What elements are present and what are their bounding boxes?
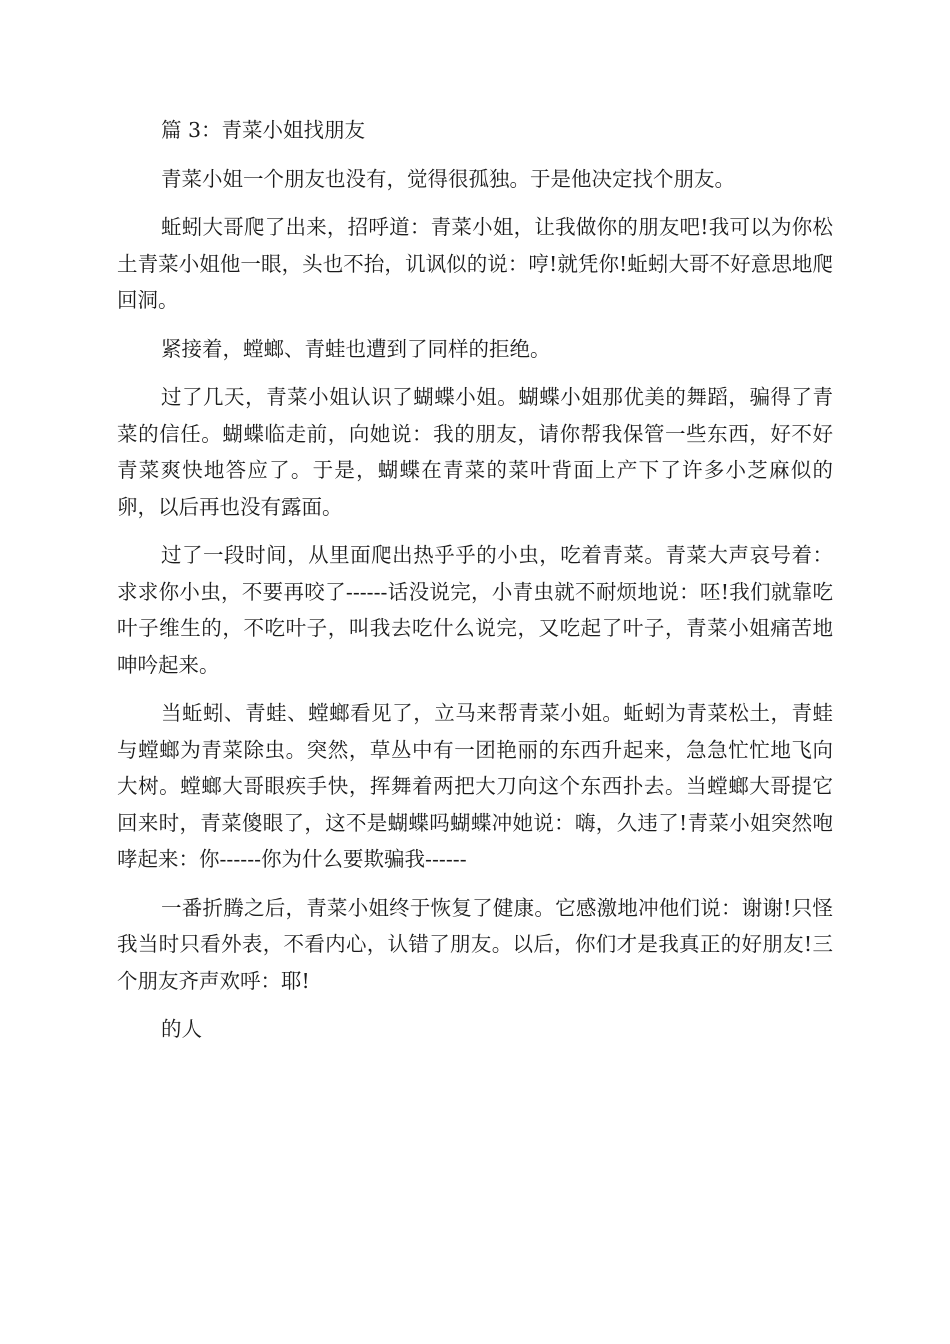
paragraph-8: 的人 — [161, 1017, 202, 1041]
paragraph-3: 紧接着，螳螂、青蛙也遭到了同样的拒绝。 — [161, 336, 551, 361]
paragraph-7: 一番折腾之后，青菜小姐终于恢复了健康。它感激地冲他们说：谢谢!只怪我当时只看外表，不看内心，认错了朋友。以后，你们才是我真正的好朋友!三个朋友齐声欢呼：耶! — [117, 895, 833, 993]
paragraph-6: 当蚯蚓、青蛙、螳螂看见了，立马来帮青菜小姐。蚯蚓为青菜松土，青蛙与螳螂为青菜除虫。突然，草丛中有一团艳丽的东西升起来，急急忙忙地飞向大树。螳螂大哥眼疾手快，挥舞着两把大刀向这个东西扑去。当螳螂大哥提它回来时，青菜傻眼了，这不是蝴蝶吗蝴蝶冲她说：嗨，久违了!青菜小姐突然咆哮起来：你------你为什么要欺骗我------ — [117, 701, 833, 871]
paragraph-1: 青菜小姐一个朋友也没有，觉得很孤独。于是他决定找个朋友。 — [161, 166, 735, 191]
document-title: 篇 3：青菜小姐找朋友 — [161, 118, 366, 142]
document-body — [117, 112, 833, 1060]
paragraph-2: 蚯蚓大哥爬了出来，招呼道：青菜小姐，让我做你的朋友吧!我可以为你松土青菜小姐他一眼，头也不抬，讥讽似的说：哼!就凭你!蚯蚓大哥不好意思地爬回洞。 — [117, 215, 833, 312]
paragraph-5: 过了一段时间，从里面爬出热乎乎的小虫，吃着青菜。青菜大声哀号着：求求你小虫，不要再咬了------话没说完，小青虫就不耐烦地说：呸!我们就靠吃叶子维生的，不吃叶子，叫我去吃什么说完，又吃起了叶子，青菜小姐痛苦地呻吟起来。 — [117, 543, 833, 677]
paragraph-4: 过了几天，青菜小姐认识了蝴蝶小姐。蝴蝶小姐那优美的舞蹈，骗得了青菜的信任。蝴蝶临走前，向她说：我的朋友，请你帮我保管一些东西，好不好青菜爽快地答应了。于是，蝴蝶在青菜的菜叶背面上产下了许多小芝麻似的卵，以后再也没有露面。 — [117, 385, 833, 519]
